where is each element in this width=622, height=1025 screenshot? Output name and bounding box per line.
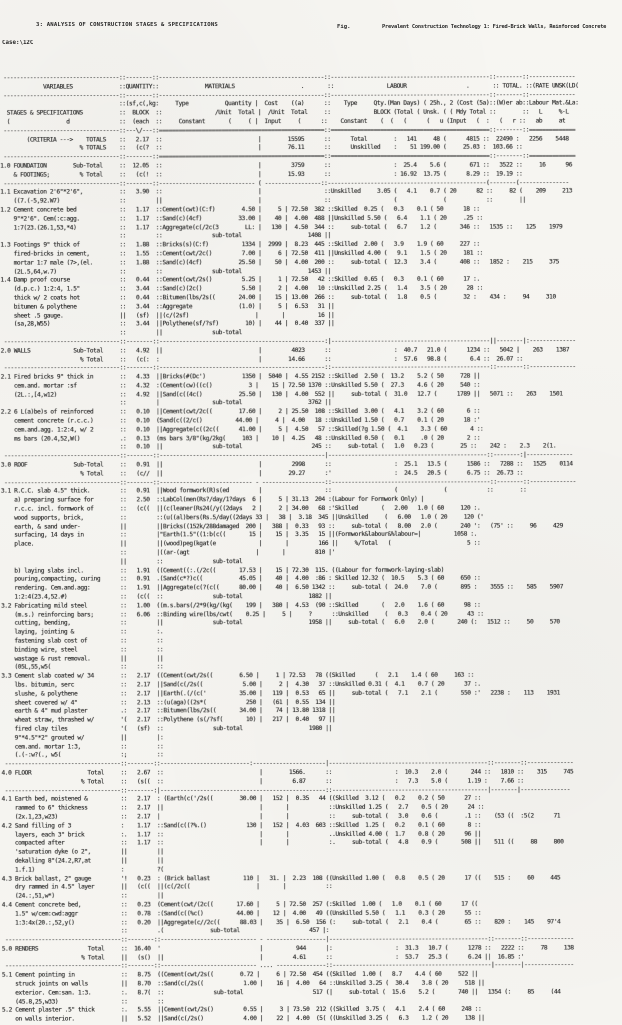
report-line: b) laying slabs incl. :: 1.91 ((Cement((:.(/2c(( 17.53 | 15 | 72.30 115. ((Labour for formwork-laying-slab) [1, 566, 444, 575]
report-line: lbs. bitumin, serc :: 2.17 ||Sand(c(/2s(( 5.00 | 2 | 4.30 37 ::Unskilled 0.31 ( 4.1 0.7 ( 20 37 :. [1, 680, 481, 689]
report-line: -----------------------------------::--------::--------------------------------------------------::------------------------------------------------::--------::-------------- [0, 73, 576, 82]
report-line: -----------------------------------::--------::----------------------------- - ------------------|------------------------------------------------::--------::-------------- [1, 935, 574, 944]
report-line: (45.8,25,w33) :: :: [1, 997, 164, 1006]
report-line: 1:7(23.(26.1,53,*4) :: 1.17 ::Aggregate(c(/2c(3 LL: | 130 | 4.50 344 :: sub-total ( 6.7 1.2 ( 346 :: 1535 :: 125 1979 [0, 223, 563, 232]
report-line: 9"*2'6". Cem(:c:agg. :: 1.17 ::Sand(c)(4cf) 33.00 | 40 | 4.00 488 ||Unskilled 5.50 ( 6.4 1.1 ( 20 .25 :: [0, 214, 483, 223]
report-line: (sa,28,W55) :: 3.44 ||Polythene(sf/?sf) 10) | 44 | 0.40 337 || [0, 320, 335, 328]
report-line: exterior. Cem:san. 1:3. :. 8.7( :: sub-total 517 (| sub-total ( 15.6 5.2 ( 740 || 1354 (: 85 (44 [1, 988, 561, 997]
report-line: 2.0 WALLS Sub-Total :: 4.92 || | 4023 :: : 40.7 21.0 ( 1234 :: 5042 | 263 1387 [0, 346, 570, 355]
report-line: % Total :: (s(( :: | 6.87 :: : 7.3 5.0 ( 1.19 : 7.66 :: [1, 777, 524, 786]
report-line: layers, each 3" brick :. 1.17 :: | | ..Unskilled 4.00 ( 1.7 0.8 ( 20 96 || [1, 830, 481, 839]
report-line: 4.0 FLOOR Total :: 2.67 :: | 1566. :: : 10.3 2.0 ( 244 :: 1810 :: 315 745 [1, 768, 574, 777]
report-line: 4.3 Brick ballast, 2" gauge '! 0.23 : (Brick ballast 110 | 31. | 2.23 108 ((Unskilled 1.00 ( 0.8 0.5 ( 20 17 (( 515 : 60 445 [1, 873, 561, 883]
report-line: (2L.:,[4,w12) :: 4.92 ||Sand(c((4c() 25.50 | 130 | 4.00 552 || sub-total ( 31.0 12.7 ( 1789 || 5071 :: 263 1501 [0, 390, 563, 399]
report-line: cutting, bending, :: || sub-total 1958 || sub-total ( 6.0 2.0 ( 240 (: 1512 :: 50 570 [1, 618, 560, 628]
report-line: earth, & sand under- || ||Bricks((152k/288damaged 200 | 388 | 0.33 93 :: sub-total ( 8.00 2.0 ( 240 ': (75' :: 96 429 [0, 522, 563, 531]
report-line: ms bars (20.4,52,W() .: 0.13 (ms bars 3/8"(kg/2kg( 103 | 10 | 4.25 48 ::Unskilled 0.50 ( 0.1 .0 ( 20 2 :: [0, 434, 481, 443]
report-line: ((7.(-5,92.W7) :: || | :: ( ( :: || [0, 196, 526, 205]
report-line: 1:3:4x(20.:,52,y() :: 0.20 ||Aggregate(c//2c(( 88.03 | 35 | 6.50 156 (: sub-total ( 2.1 0.4 ( 65 :: 820 : 145 97'4 [1, 917, 561, 927]
report-line: 1:2:4(23.4,52.#) :: (c(( :: sub-total 1882 || [1, 592, 332, 601]
report-line: :: || sub-total [0, 329, 242, 337]
report-line: struck joints on walls || 8.70 ::Sand(c(/2s(( 1.00 | 16 | 4.00 64 ::Unskilled 3.25 ( 30.4 3.8 ( 20 518 || [1, 979, 485, 988]
report-line: dekalling 8"(24.2,R7,at || || [1, 857, 164, 865]
report-line: -----------------------------------::--------::---------------------------- - -------------------::------------------------------------------------::--------::-------------- [0, 478, 576, 487]
report-line: (05L,55,w5( :: :: [1, 663, 164, 672]
report-line: 4.4 Cement concrete bed, :: 0.23 (Cement(cwt/(2c(( 17.60 | 5 | 72.50 257 (:Skilled 1.00 ( 1.0 0.1 ( 60 17 (( [1, 900, 478, 909]
report-line: :: 0.10 || sub-total 245 :: sub-total ( 1.0 0.23 ( 25 :: 242 : 2.3 2(1. [0, 442, 557, 452]
report-line: 1.3 Footings 9" thick of :: 1.88 ::Bricks(s)(C:f) 1334 | 2999 | 8.23 445 ::Skilled 2.00 ( 3.9 1.9 ( 60 227 :: [0, 240, 480, 249]
report-line: slushe, & polythene :: 2.17 ||Earth(.(/(c(' 35.00 | 119 | 0.53 65 || sub-total ( 7.1 2.1 ( 550 :' 2238 : 113 1931 [1, 689, 560, 698]
report-line: laying, jointing & :: :. [1, 628, 164, 636]
report-line: place. || ||(wood)peg(kgat(e | | 166 || %/Total ( 5 :: [0, 539, 481, 548]
report-line: 5.1 Cement pointing in :: 8.75 ((Cement(cwt/2s(( 0.72 | 6 | 72.50 454 ((Skilled 1.00 ( 8.7 4.4 ( 60 522 || [1, 970, 478, 979]
report-line: a) preparing surface for :: 2.50 ::LabCol(men(Rs?/day/1?days 6 | 5 | 31.13 204 :(Labour for Formwork Only) | [0, 496, 424, 504]
document-title: 3: ANALYSIS OF CONSTRUCTION STAGES & SPECIFICATIONS [36, 22, 218, 28]
report-line: -----------------------------------::--------::----------------------------- .... ---------------::------------------------------------------------|--------|--------------- [1, 961, 574, 971]
report-line: :: :: sub-total 1408 || [0, 232, 331, 240]
report-line: % Total || (s() || | 4.61 :: : 53.7 25.3 ( 6.24 || 16.85 :' [1, 953, 525, 962]
report-line: fastening slab cost of :: :: [1, 637, 164, 645]
report-line: mortar 1:7 male (7>,(el. :: 1.88 ::Sand(c)(4cf) 25.50 | 50 | 4.00 200 :: sub-total ( 12.3 3.4 ( 408 :: 1852 : 215 375 [0, 258, 559, 267]
report-line: || :: sub-total [1, 557, 243, 566]
report-line: -----------------------------------::--------::----------------------------- ( -----------------::------------------------------------------------(--------(--------------- [0, 179, 569, 188]
report-line: ::(sf,c(,kg: Type Quantity | Cost ((a) :: Type Qty.(Man Days) ( 25h., 2 (Cost (5a)::(W)er ab::Labour Mat.&La: [0, 99, 579, 109]
report-line: 4.1 Earth bed, moistened & :: 2.17 : (Earth(c('/2s(( 30.00 | 152 | 0.35 44 ((Skilled 3.12 ( 0.2 0.2 ( 50 27 :: [1, 794, 481, 803]
report-line: & FOOTINGS; % Total :: (c(! :: | 15.93 :: : 16.92 13.75 ( 8.29 :: 19.19 :: [0, 170, 523, 179]
report-line: -----------------------------------::--------::--------------------------------------------------|------------------------------------------------::--------:|-------------- [0, 451, 573, 460]
report-line: :: | sub-total 3762 || [0, 399, 332, 408]
report-line: (24.:,51,w*) :: || [1, 892, 164, 900]
report-line: 1.5" w/cem:cwd:aggr :: 0.78 :(Sand(c((%c() 44.00 | 12 | 4.00 49 ((Unskilled 5.50 ( 1.1 0.3 ( 20 55 :: [1, 909, 482, 918]
report-line: (d.p.c.) 1:2:4, 1.5" :: 3.44 ::Sand(c)(2c() 5.50 | 2 | 4.00 10 ::Unskilled 2.25 ( 1.4 3.5 ( 20 28 :: [0, 284, 484, 293]
case-label: Case:\12C [2, 40, 34, 46]
report-line: 5.2 Cement plaster .5" thick :. 5.55 ||Cement(cwt/2s() 0.55 | 3 | 73.50 212 ((Skilled 3.75 ( 4.1 2.4 ( 60 248 :: [1, 1006, 482, 1015]
report-line: rammed to 6" thickness :: 2.17 || | | ::Unskilled 1.25 ( 2.7 0.5 ( 20 24 :: [1, 803, 485, 812]
report-line: wastage & rust removal. || || [1, 654, 164, 663]
report-line: :: .( sub-total 457 |: [1, 927, 330, 935]
report-line: STAGES & SPECIFICATIONS :: BLOCK :: /Unit Total | /Unit Total :: BLOCK (Total ( Unsk. ( ( Mdy Total :: :: L %-L [0, 108, 569, 117]
report-sheet [0, 73, 622, 1024]
report-line: % Total :: (c// || | 29.27 :' : 24.5 20.5 ( 6.75 :: 26.73 :: [0, 469, 524, 478]
report-line: -----------------------------------::--------::--------------------------------------------------::------------------------------------------------::--------::-------------- [0, 91, 576, 100]
report-line: sheet covered w/ 4" :: 2.13 ::(u(aga)((2s*( 250 | (61 | 0.55 134 || [1, 698, 336, 707]
report-line: earth & 4" mud plaster .: 2.17 ::Bitumen(lbs/2s(( 34.00 | 74 | 13.80 1318 || [1, 707, 336, 716]
report-line: pouring,compacting, curing :: 0.91 .(Sand(c*?)c(( 45.05 | 40 | 4.00 :86 : Skilled 12.32 ( 10.5 5.3 ( 60 650 :: [1, 575, 481, 584]
report-line: 1.f.1) : ?( [1, 866, 164, 874]
report-line: cem.and. mortar :sf :: 4.32 :(Cement(cw)((c() 3 | 15 | 72.50 1370 ::Unskilled 5.50 ( 27.3 4.6 ( 20 540 :: [0, 381, 480, 390]
report-line: surfacing, 14 days in :: |"Earth(1.5"((1:b(c(( 15 | 15 | 3.35 15 ||(Formwork&labour&%labour=| 1058 :. [0, 531, 477, 540]
report-line: (2x.1,23,w23) :: 2.17 | | | :: sub-total ( 3.0 0.6 ( .1 :: (53 (( :5(2 71 [1, 812, 561, 821]
report-line: cement concrete (r.c.c.) :: 0.10 (Sand(c((2/c() 44.00 | 4 | 4.00 18 ::Unskilled 1.50 ( 0.7 0.1 ( 20 18 :' [0, 416, 481, 425]
report-line: r.c.c. incl. formwork of :: (c(( ||(c(leaner(Rs24(/y((2days 2 | 2 | 34.00 68 :'Skilled ( 2.00 1.0 ( 60 120 :. [0, 504, 481, 513]
document-header [0, 22, 622, 38]
report-line: 3.3 Cement slab coated w/ 34 :: 2.17 ((Cement(cwt/2s(( 6.50 | 1 | 72.53 78 ((Skilled ( 2.1 1.4 ( 60 163 :: [1, 671, 474, 680]
report-line: 'saturation dyke (o 2", || || [1, 848, 164, 856]
report-line: wood supports, brick, :: ::(u((al)bers(Rs.5/day((2days 33 | 38 | 3.18 345 ||Unskilled ( 6.00 1.0 ( 20 120 (' [0, 513, 484, 522]
figure-label: Fig. [337, 24, 351, 30]
report-line: 5.0 RENDERS Total :: 16.40 ' | 944 |: : 31.3 10.7 ( 1278 :: 2222 :: 78 138 [1, 944, 574, 953]
report-line: -----------------------------------::---\/---::==================================================::================================================::--------::============== [0, 126, 576, 135]
report-line: -----------------------------------::--------::==================================================::================================================::--------::============== [0, 152, 576, 161]
report-line: binding wire, steel :: :: [1, 646, 164, 654]
report-line: cem.and. mortar 1:3, :: :: [1, 742, 164, 751]
report-line: wheat straw, thrashed w/ '( 2.17 ::Polythene (s(/?sf( 10) | 217 | 0.40 97 || [1, 716, 336, 724]
report-line: 3.2 Fabricating mild steel :: 1.00 ((m.s.bars(/2*9(kg/(kg( 199 | 380 | 4.53 (90 ::Skilled ( 2.0 1.6 ( 60 98 :: [1, 601, 481, 610]
report-line: -----------------------------------::--------:|--------------------------------------------------::-----------------------------------------------|--------|--------------- [1, 786, 571, 795]
report-line: (.(-:w?(., w5( :; :: [1, 751, 164, 760]
report-line: 1.2 Cement concrete bed :: 1.17 ::Cement(cwt)(C:f) 4.50 | 5 | 72.50 382 ::Skilled 0.25 ( 0.3 0.1 ( 50 18 :: [0, 205, 480, 214]
report-line: 1.1 Excavation 2'6"*2'6", :: 3.90 :: | ::Unskilled 3.05 ( 4.1 0.7 ( 20 82 :: 82 ( 209 213 [0, 187, 573, 197]
report-line: -----------------------------------::--------::---------------------------:----------------------|------------------------------------------------::--------::-------------- [1, 759, 574, 768]
report-line: -----------------------------------::--------::--------------------------------------------------:|------------------------------------------------||--------|:-------------- [0, 337, 576, 346]
report-line: rendering. Cem.and.agg: :: 1.91 ||Aggregate(c(?(c(( 80.00 | 40 | 6.50 1342 :: sub-total ( 24.0 7.0 ( 895 : 3555 :: 585 5907 [1, 583, 563, 592]
report-line: compacted after :: 1.17 :: | | :. sub-total ( 4.8 0.9 ( 508 || 511 (( 88 800 [1, 838, 564, 847]
report-line: (2L.5,64,w.7) :: :: sub-total 1453 || [0, 267, 331, 276]
report-line: dry rammed in 4.5" layer || (c(( ||(c(/2c(( | | :: [1, 883, 333, 891]
report-line: (m.s.) reinforcing bars; :: 6.06 ::Binding wire(lbs/cwt( 0.25 | 5 | ? ::Unskilled ( 0.3 0.4 ( 20 43 :: [1, 610, 484, 619]
report-line: ( d :: (each :: Constant ( ( | Input ( :: Constant ( ( ( ( u (Input ( : ( r :: ab at [0, 117, 566, 126]
report-line: 9"*4.5"*2" grouted w/ || |: [1, 734, 164, 742]
report-line: % Total :: (c(: : | 14.66 :: : 57.6 98.8 ( 6.4 :: 26.07 :: [0, 355, 523, 364]
report-line: 1.4 Damp proof course :: 0.44 ::Cement(cwt/2s() 5.25 | 1 | 72.50 42 ::Skilled 0.65 ( 0.3 0.1 ( 60 17 :. [0, 275, 480, 284]
figure-caption: Prevalent Construction Technology 1: Fired-Brick Walls, Reinforced Concrete [382, 24, 607, 30]
report-line: -----------------------------------::--------::--------------------------------------------------::------------------------------------------------::--------::-------------- [0, 363, 576, 372]
report-line: 2.2 6 L(a)be)s of reinforced :: 0.10 ||Cement(cwt/2c(( 17.60 | 2 | 25.50 108 ::Skilled 3.00 ( 4.1 3.2 ( 60 6 :: [0, 407, 480, 416]
report-line: 3.1 R.C.C. slab 4.5" thick. :: 0.91 ||Wood formwork(R)s(ed | :: ( ( :: :: [0, 487, 527, 496]
report-line: bitumen & polythene :: 3.44 ::Aggregate (1.0) | 5 | 6.53 31 || [0, 302, 335, 311]
report-line: fired-bricks in cement, :: 1.55 ::Cement(cwt/2c() 7.00 | 6 | 72.50 411 ||Unskilled 4.00 ( 9.1 1.5 ( 20 181 :: [0, 249, 483, 258]
report-line: % TOTALS :: (c(? :: | 76.11 :: Unskilled : 51 199.00 ( 25.03 : 103.66 :: [0, 143, 523, 153]
report-line: sheet .5 gauge. || (sf) ||(c/(2sf) | | 16 || [0, 311, 335, 320]
report-line: :: |((ar-(agt | | 810 |' [1, 548, 335, 557]
report-line: on walls interior. || 5.52 ||Sand(c(/2s() 4.00 | 22 | 4.00 (5( ((Unskilled 3.25 ( 6.3 1.2 ( 20 138 || [1, 1014, 485, 1023]
report-line: 1.0 FOUNDATION Sub-Total :: 12.05 :: | 3759 :: : 25.4 5.6 ( 671 :: 3522 :: 16 96 [0, 161, 573, 170]
report-line: 4.2 Sand filling of 3 : 1.17 ::Sand(c((?%.() 130 | 152 | 4.03 603 ::Skilled 1.25 ( 0.2 0.1 ( 60 8 :: [1, 821, 481, 830]
report-line: fired clay tiles '( (sf) :: sub-total 1980 || [1, 724, 332, 733]
report-line: cem.and.agg. 1:2:4, w/ 2 :: 0.10 ||Aggregate(c((2c(( 41.00 | 5 | 4.50 57 ::Skilled(?g 1.50 ( 4.1 3.3 ( 60 4 :: [0, 425, 484, 434]
report-line: thick w/ 2 coats hot :: 0.44 ::Bitumen(lbs/2s(( 24.00 | 15 | 13.00 266 :: sub-total ( 1.8 0.5 ( 32 : 434 : 94 310 [0, 293, 556, 302]
report-line: 3.0 ROOF Sub-Total :: 0.91 || | 2998 :: : 25.1 13.5 ( 1586 :: 7288 :: 1525 0114 [0, 460, 573, 469]
report-line: (CRITERIA ---> TOTALS :: 2.17 :: | 15595 :: Total : 141 48 ( 4815 :: 22490 : 2256 5448 [0, 135, 569, 144]
report-line: VARIABLES ::QUANTITY:: MATERIALS . :: LABOUR . :: TOTAL. ::(RATE UNSK(LD( [0, 82, 579, 91]
report-line: 2.1 Fired bricks 9" thick in :: 4.33 ||Bricks(#(Dc') 1350 | 5040 | 4.55 2152 ::Skilled 2.50 ( 13.2 5.2 ( 50 728 || [0, 372, 480, 381]
